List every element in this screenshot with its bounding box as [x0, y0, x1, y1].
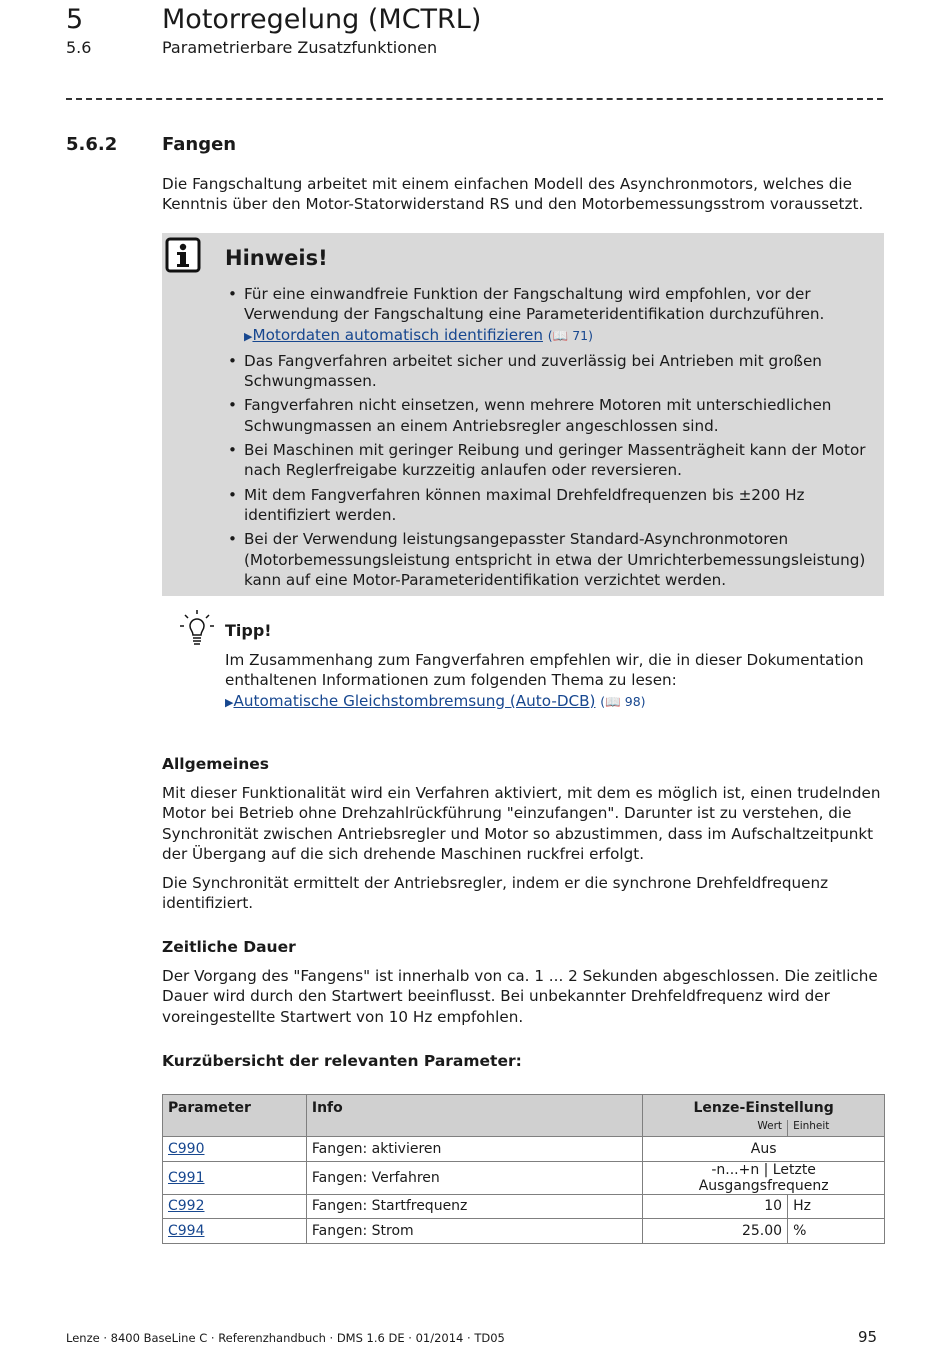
- book-icon: 📖: [552, 327, 569, 343]
- table-cell-info: Fangen: Verfahren: [306, 1161, 642, 1194]
- lightbulb-icon: [180, 609, 214, 647]
- page-reference[interactable]: (📖 98): [600, 693, 646, 709]
- chapter-number: 5: [66, 4, 84, 35]
- footer-text: Lenze · 8400 BaseLine C · Referenzhandbuch · DMS 1.6 DE · 01/2014 · TD05: [66, 1331, 505, 1345]
- list-item: • Das Fangverfahren arbeitet sicher und zuverlässig bei Antrieben mit großen Schwungmassen.: [228, 351, 868, 392]
- link-arrow-icon: ▶: [225, 695, 234, 709]
- note-title: Hinweis!: [225, 246, 328, 270]
- link-arrow-icon: ▶: [244, 329, 253, 343]
- parameter-table: [162, 1094, 885, 1244]
- column-header-info: Info: [306, 1095, 642, 1137]
- table-cell-value: 10: [643, 1194, 788, 1219]
- column-header-lenze: Lenze-Einstellung: [643, 1095, 885, 1121]
- param-link[interactable]: C992: [168, 1198, 205, 1215]
- table-cell-value: -n...+n | Letzte Ausgangsfrequenz: [643, 1161, 885, 1194]
- list-item: • Bei Maschinen mit geringer Reibung und geringer Massenträgheit kann der Motor nach Reglerfreigabe kurzzeitig anlaufen oder reversieren.: [228, 440, 868, 481]
- note-item-text: Für eine einwandfreie Funktion der Fangschaltung wird empfohlen, vor der Verwendung der Fangschaltung eine Parameteridentifikation durchzuführen.: [244, 285, 825, 324]
- allgemeines-heading: Allgemeines: [162, 755, 269, 773]
- table-cell-info: Fangen: Strom: [306, 1219, 642, 1244]
- table-cell-info: Fangen: Startfrequenz: [306, 1194, 642, 1219]
- table-row: [163, 1194, 885, 1219]
- param-link[interactable]: C990: [168, 1140, 205, 1157]
- table-cell-value: Aus: [643, 1137, 885, 1162]
- column-header-wert: Wert: [643, 1120, 788, 1137]
- list-item: • Mit dem Fangverfahren können maximal Drehfeldfrequenzen bis ±200 Hz identifiziert werden.: [228, 485, 868, 526]
- list-item: • Fangverfahren nicht einsetzen, wenn mehrere Motoren mit unterschiedlichen Schwungmassen an einem Antriebsregler angeschlossen sind.: [228, 395, 868, 436]
- param-link[interactable]: C994: [168, 1222, 205, 1239]
- param-link[interactable]: C991: [168, 1169, 205, 1186]
- page-number: 95: [858, 1328, 878, 1346]
- list-item: [228, 284, 868, 347]
- section-title: Parametrierbare Zusatzfunktionen: [162, 38, 438, 57]
- list-item: • Bei der Verwendung leistungsangepasster Standard-Asynchronmotoren (Motorbemessungsleistung entspricht in etwa der Umrichterbemessungsleistung) kann auf eine Motor-Parameteridentifikation verzichtet werden.: [228, 529, 868, 590]
- table-row: [163, 1219, 885, 1244]
- section-number: 5.6: [66, 38, 92, 57]
- info-icon: [165, 237, 201, 273]
- tip-paragraph: Im Zusammenhang zum Fangverfahren empfehlen wir, die in dieser Dokumentation enthaltenen Informationen zum folgenden Thema zu lesen:: [225, 651, 864, 690]
- motordaten-link[interactable]: Motordaten automatisch identifizieren: [252, 325, 543, 344]
- table-cell-unit: %: [788, 1219, 885, 1244]
- table-cell-value: 25.00: [643, 1219, 788, 1244]
- allgemeines-paragraph-1: Mit dieser Funktionalität wird ein Verfahren aktiviert, mit dem es möglich ist, einen trudelnden Motor bei Betrieb ohne Drehzahlrückführung "einzufangen". Darunter ist zu verstehen, die Synchronität zwischen Antriebsregler und Motor so abzustimmen, dass im Aufschaltzeitpunkt der Übergang auf die sich drehende Maschinen ruckfrei erfolgt.: [162, 784, 881, 863]
- table-heading: Kurzübersicht der relevanten Parameter:: [162, 1052, 522, 1070]
- page-reference[interactable]: (📖 71): [547, 327, 594, 343]
- table-cell-unit: Hz: [788, 1194, 885, 1219]
- book-icon: 📖: [605, 693, 621, 709]
- auto-dcb-link[interactable]: Automatische Gleichstombremsung (Auto-DCB): [233, 691, 596, 710]
- note-list: [228, 284, 868, 594]
- subsection-number: 5.6.2: [66, 134, 118, 155]
- tip-text: [225, 650, 885, 713]
- tip-title: Tipp!: [225, 621, 272, 640]
- zeitliche-dauer-paragraph: Der Vorgang des "Fangens" ist innerhalb von ca. 1 ... 2 Sekunden abgeschlossen. Die zeitliche Dauer wird durch den Startwert beeinflusst. Bei unbekannter Drehfeldfrequenz wird der voreingestellte Startwert von 10 Hz empfohlen.: [162, 967, 878, 1026]
- intro-paragraph: Die Fangschaltung arbeitet mit einem einfachen Modell des Asynchronmotors, welches die Kenntnis über den Motor-Statorwiderstand RS und den Motorbemessungsstrom voraussetzt.: [162, 175, 864, 214]
- allgemeines-paragraph-2: Die Synchronität ermittelt der Antriebsregler, indem er die synchrone Drehfeldfrequenz identifiziert.: [162, 874, 829, 913]
- subsection-title: Fangen: [162, 134, 237, 155]
- column-header-parameter: Parameter: [163, 1095, 307, 1137]
- column-header-einheit: Einheit: [788, 1120, 885, 1137]
- zeitliche-dauer-heading: Zeitliche Dauer: [162, 938, 296, 956]
- chapter-title: Motorregelung (MCTRL): [162, 4, 482, 35]
- table-row: [163, 1161, 885, 1194]
- table-cell-info: Fangen: aktivieren: [306, 1137, 642, 1162]
- header-divider: [66, 98, 883, 100]
- table-row: [163, 1137, 885, 1162]
